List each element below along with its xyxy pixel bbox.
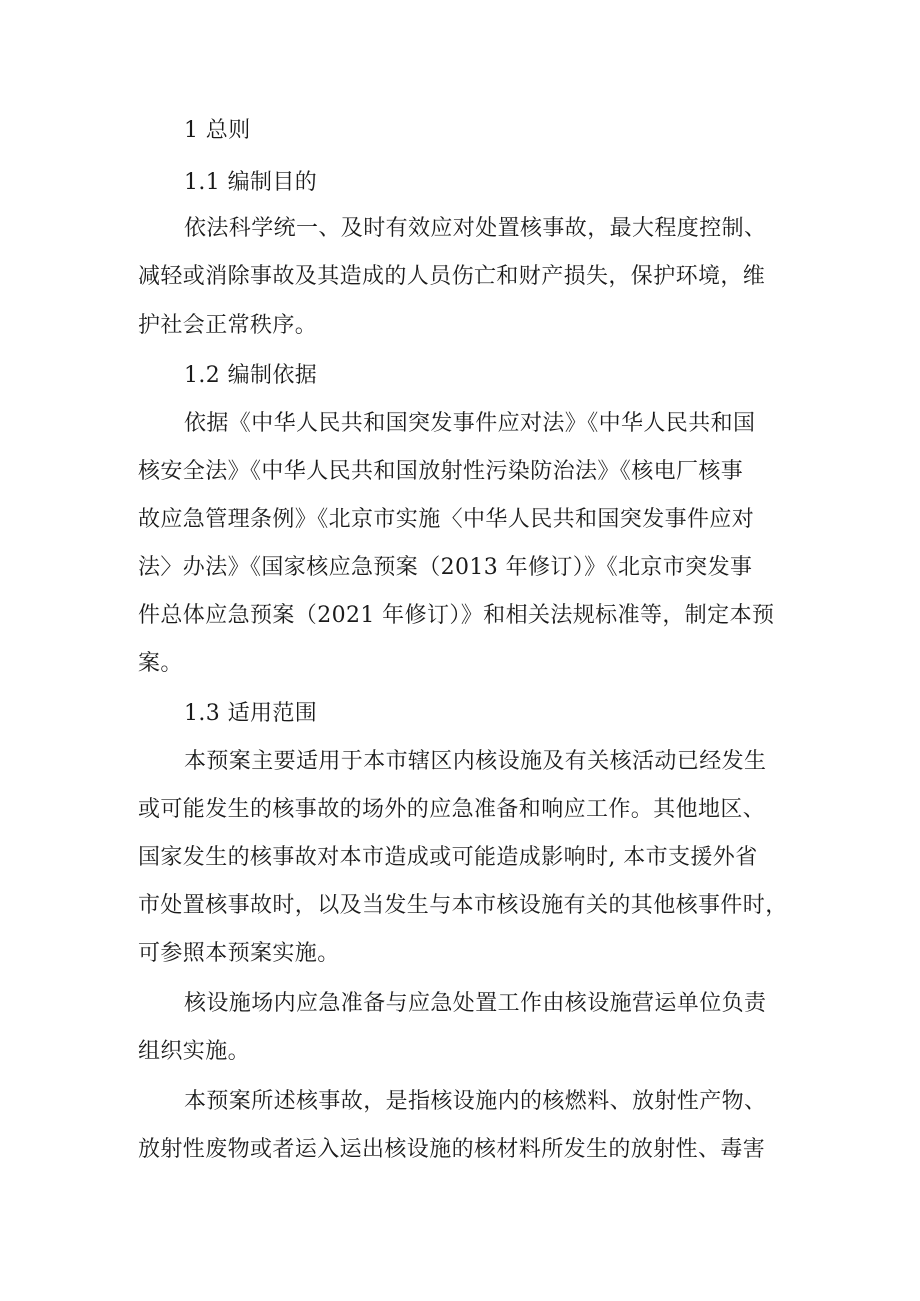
section-1-1-title: 1.1 编制目的 [184, 170, 318, 195]
paragraph-line: 组织实施。 [138, 1039, 251, 1064]
paragraph-line: 核设施场内应急准备与应急处置工作由核设施营运单位负责 [184, 991, 767, 1016]
paragraph-line: 依法科学统一、及时有效应对处置核事故，最大程度控制、 [184, 216, 767, 241]
paragraph-line: 件总体应急预案（2021 年修订）》和相关法规标准等，制定本预 [138, 603, 775, 628]
paragraph-line: 本预案主要适用于本市辖区内核设施及有关核活动已经发生 [184, 749, 767, 774]
paragraph-line: 市处置核事故时，以及当发生与本市核设施有关的其他核事件时， [138, 893, 788, 918]
paragraph-line: 减轻或消除事故及其造成的人员伤亡和财产损失，保护环境，维 [138, 264, 766, 289]
section-1-3-title: 1.3 适用范围 [184, 701, 318, 726]
paragraph-line: 依据《中华人民共和国突发事件应对法》《中华人民共和国 [184, 411, 756, 436]
section-1-title: 1 总则 [184, 118, 251, 143]
paragraph-line: 放射性废物或者运入运出核设施的核材料所发生的放射性、毒害 [138, 1137, 766, 1162]
paragraph-line: 案。 [138, 651, 183, 676]
paragraph-line: 护社会正常秩序。 [138, 313, 318, 338]
paragraph-line: 国家发生的核事故对本市造成或可能造成影响时, 本市支援外省 [138, 845, 758, 870]
paragraph-line: 本预案所述核事故，是指核设施内的核燃料、放射性产物、 [184, 1089, 767, 1114]
paragraph-line: 核安全法》《中华人民共和国放射性污染防治法》《核电厂核事 [138, 459, 744, 484]
section-1-2-title: 1.2 编制依据 [184, 363, 318, 388]
paragraph-line: 可参照本预案实施。 [138, 941, 340, 966]
paragraph-line: 故应急管理条例》《北京市实施〈中华人民共和国突发事件应对 [138, 507, 755, 532]
paragraph-line: 法〉办法》《国家核应急预案（2013 年修订）》《北京市突发事 [138, 555, 753, 580]
paragraph-line: 或可能发生的核事故的场外的应急准备和响应工作。其他地区、 [138, 797, 766, 822]
